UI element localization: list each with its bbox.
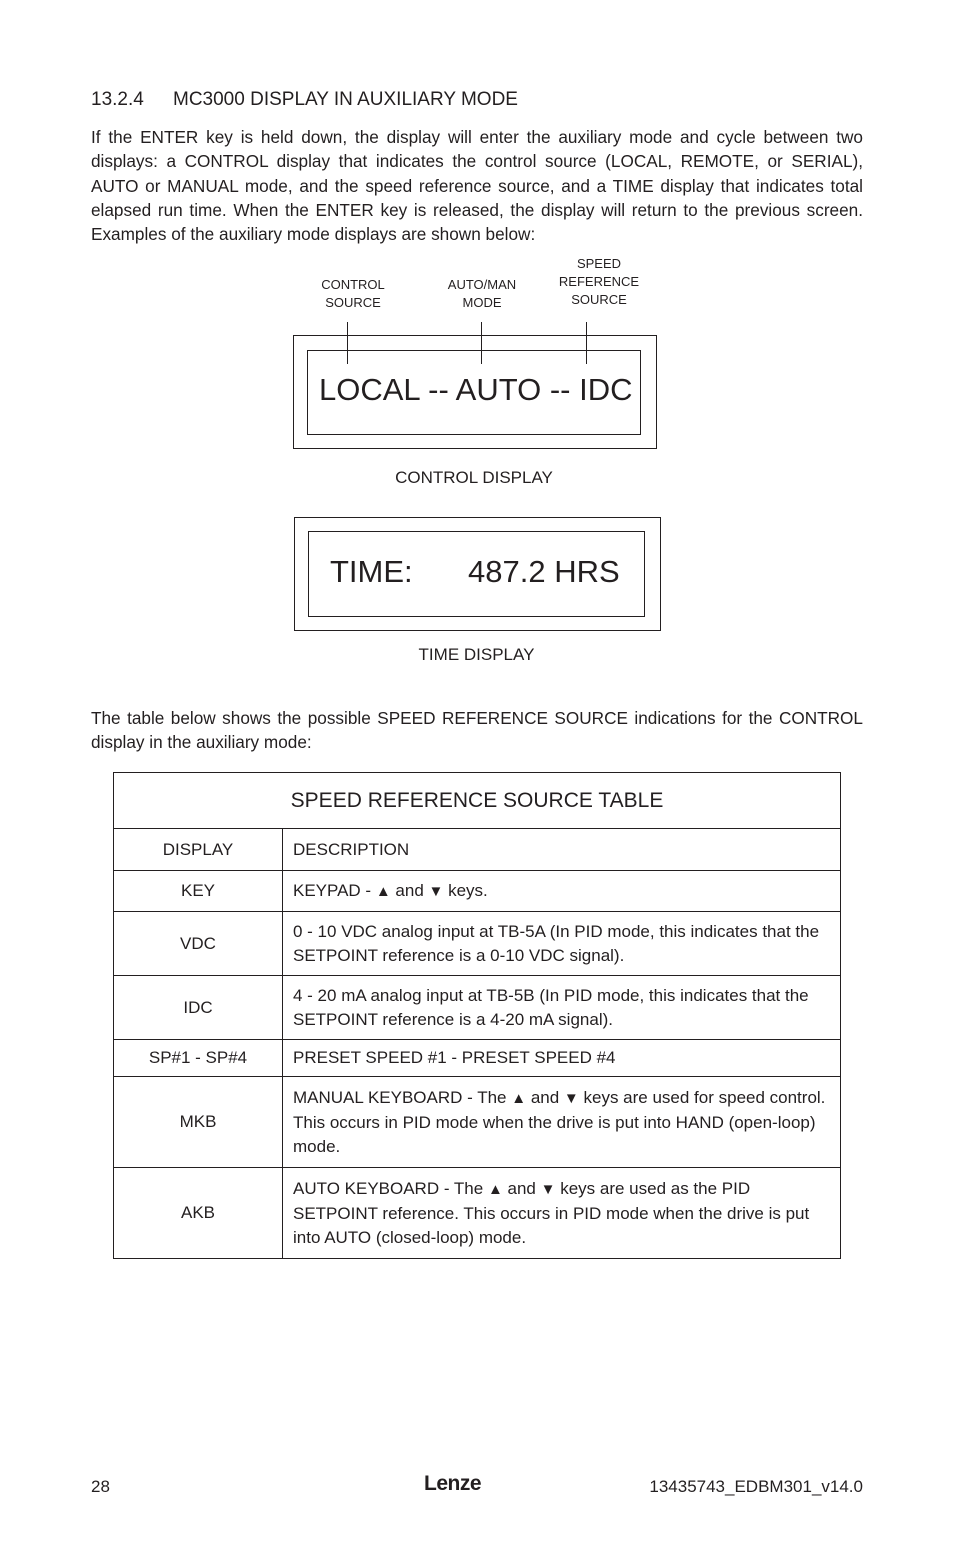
- row-display: VDC: [114, 912, 283, 976]
- down-arrow-icon: ▼: [563, 1089, 579, 1107]
- table-title-row: [114, 773, 841, 829]
- table-row: [114, 912, 841, 976]
- callout-speed-reference-source: [554, 255, 644, 309]
- row-description: KEYPAD - ▲ and ▼ keys.: [283, 871, 841, 912]
- up-arrow-icon: ▲: [511, 1089, 527, 1107]
- header-description: DESCRIPTION: [283, 829, 841, 871]
- callout-control-source: [313, 276, 393, 312]
- row-description: PRESET SPEED #1 - PRESET SPEED #4: [283, 1040, 841, 1077]
- callout-auto-man-mode: [437, 276, 527, 312]
- row-description: MANUAL KEYBOARD - The ▲ and ▼ keys are used for speed control. This occurs in PID mode when the drive is put into HAND (open-loop) mode.: [283, 1077, 841, 1168]
- callout-line: MODE: [462, 295, 502, 310]
- header-display: DISPLAY: [114, 829, 283, 871]
- callout-line: CONTROL: [321, 277, 385, 292]
- table-row: [114, 1040, 841, 1077]
- table-row: [114, 1077, 841, 1168]
- speed-reference-source-table: [113, 772, 841, 1259]
- row-description: 4 - 20 mA analog input at TB-5B (In PID mode, this indicates that the SETPOINT reference is a 4-20 mA signal).: [283, 976, 841, 1040]
- intro-paragraph: If the ENTER key is held down, the display will enter the auxiliary mode and cycle between two displays: a CONTROL display that indicates the control source (LOCAL, REMOTE, or SERIAL), AUTO or MANUAL mode, and the speed reference source, and a TIME display that indicates total elapsed run time. When the ENTER key is released, the display will return to the previous screen. Examples of the auxiliary mode displays are shown below:: [91, 127, 863, 245]
- section-title: MC3000 DISPLAY IN AUXILIARY MODE: [173, 89, 518, 110]
- control-display-text: LOCAL -- AUTO -- IDC: [319, 372, 633, 407]
- table-intro-paragraph: The table below shows the possible SPEED REFERENCE SOURCE indications for the CONTROL display in the auxiliary mode:: [91, 708, 863, 753]
- control-display-caption: CONTROL DISPLAY: [395, 468, 553, 487]
- callout-line: SOURCE: [571, 292, 627, 307]
- time-display-caption: TIME DISPLAY: [418, 645, 535, 664]
- row-display: MKB: [114, 1077, 283, 1168]
- lenze-logo: Lenze: [424, 1472, 482, 1495]
- callout-line: REFERENCE: [558, 274, 640, 289]
- callout-line: AUTO/MAN: [447, 277, 517, 292]
- row-display: AKB: [114, 1168, 283, 1259]
- row-description: 0 - 10 VDC analog input at TB-5A (In PID mode, this indicates that the SETPOINT reference is a 0-10 VDC signal).: [283, 912, 841, 976]
- table-title: SPEED REFERENCE SOURCE TABLE: [114, 773, 841, 829]
- down-arrow-icon: ▼: [428, 882, 444, 900]
- section-number: 13.2.4: [91, 89, 144, 110]
- page-number: 28: [91, 1477, 110, 1496]
- time-display-value: 487.2 HRS: [468, 554, 620, 589]
- up-arrow-icon: ▲: [375, 882, 391, 900]
- row-display: IDC: [114, 976, 283, 1040]
- time-display-label: TIME:: [330, 554, 413, 589]
- table-row: [114, 1168, 841, 1259]
- callout-leader-line: [347, 322, 348, 364]
- row-description: AUTO KEYBOARD - The ▲ and ▼ keys are used as the PID SETPOINT reference. This occurs in PID mode when the drive is put into AUTO (closed-loop) mode.: [283, 1168, 841, 1259]
- callout-leader-line: [586, 322, 587, 364]
- callout-line: SPEED: [576, 256, 622, 271]
- callout-line: SOURCE: [325, 295, 381, 310]
- table-row: [114, 976, 841, 1040]
- table-header-row: [114, 829, 841, 871]
- row-display: KEY: [114, 871, 283, 912]
- document-id: 13435743_EDBM301_v14.0: [649, 1477, 863, 1496]
- table-row: [114, 871, 841, 912]
- callout-leader-line: [481, 322, 482, 364]
- down-arrow-icon: ▼: [540, 1180, 556, 1198]
- row-display: SP#1 - SP#4: [114, 1040, 283, 1077]
- section-heading: [91, 89, 518, 111]
- up-arrow-icon: ▲: [487, 1180, 503, 1198]
